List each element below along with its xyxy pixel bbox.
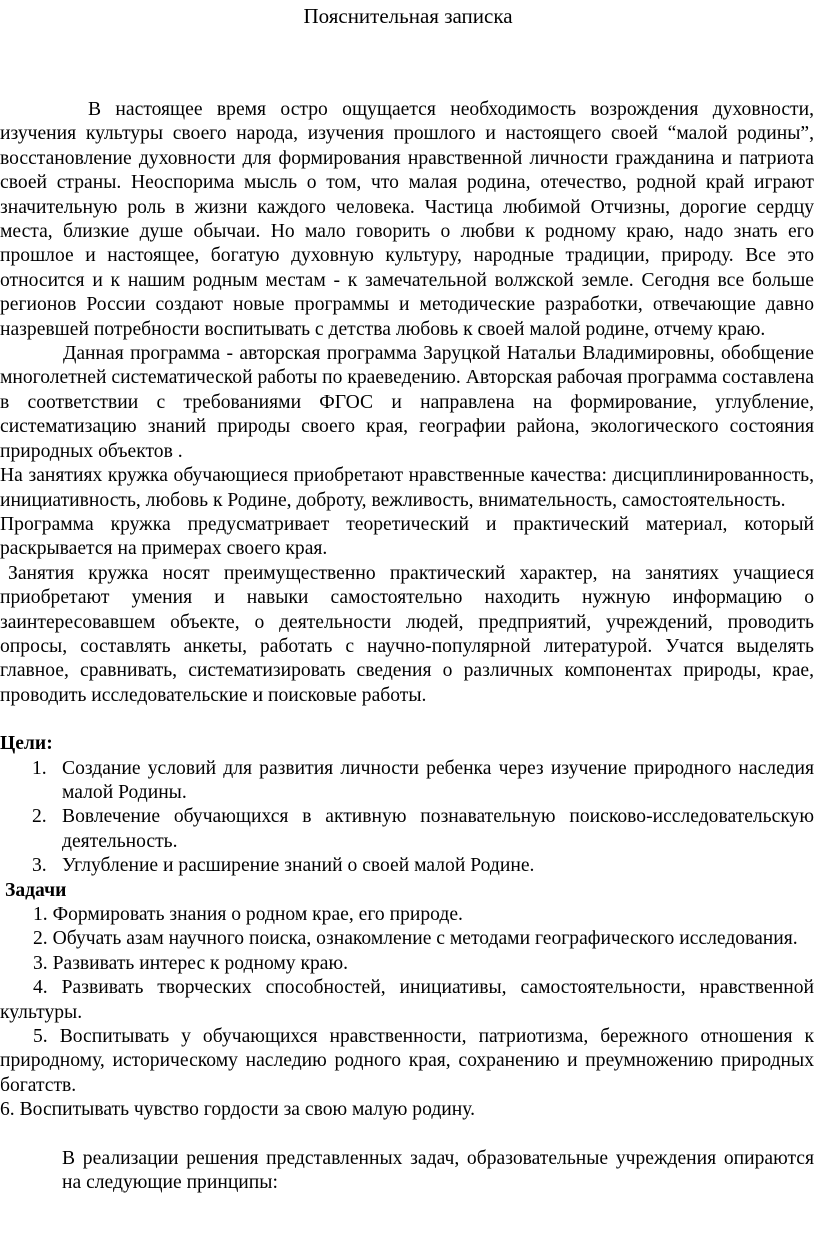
- paragraph-material: Программа кружка предусматривает теоретический и практический материал, который раскрывается на примерах своего края.: [0, 513, 814, 560]
- goal-number: 2.: [32, 806, 47, 828]
- task-item: 1. Формировать знания о родном крае, его природе.: [33, 904, 463, 925]
- goals-heading: Цели:: [0, 733, 53, 755]
- spacer: [0, 708, 814, 732]
- goals-list: [0, 757, 814, 879]
- paragraph-qualities: На занятиях кружка обучающиеся приобретают нравственные качества: дисциплинированность, инициативность, любовь к Родине, доброту, вежливость, внимательность, самостоятельность.: [0, 465, 814, 511]
- spacer: [0, 1123, 814, 1147]
- paragraph-program: Данная программа - авторская программа Заруцкой Натальи Владимировны, обобщение многолетней систематической работы по краеведению. Авторская рабочая программа составлена в соответствии с требованиями ФГОС и направлена на формирование, углубление, систематизацию знаний природы своего края, географии района, экологического состояния природных объектов .: [0, 343, 814, 462]
- tasks-heading: Задачи: [5, 879, 67, 901]
- goal-text: Вовлечение обучающихся в активную познавательную поисково-исследовательскую деятельность.: [62, 806, 814, 852]
- page-title: Пояснительная записка: [303, 4, 513, 28]
- goal-item: [0, 757, 814, 806]
- goal-text: Углубление и расширение знаний о своей малой Родине.: [62, 855, 535, 877]
- document-body: [0, 98, 814, 1195]
- paragraph-practice: Занятия кружка носят преимущественно практический характер, на занятиях учащиеся приобретают умения и навыки самостоятельно находить нужную информацию о заинтересовавшем объекте, о деятельности людей, предприятий, учреждений, проводить опросы, составлять анкеты, работать с научно-популярной литературой. Учатся выделять главное, сравнивать, систематизировать сведения о различных компонентах природы, крае, проводить исследовательские и поисковые работы.: [0, 562, 814, 706]
- task-item: 2. Обучать азам научного поиска, ознакомление с методами географического исследования.: [33, 928, 798, 950]
- goal-number: 1.: [32, 757, 47, 779]
- paragraph-intro: В настоящее время остро ощущается необходимость возрождения духовности, изучения культуры своего народа, изучения прошлого и настоящего своей “малой родины”, восстановление духовности для формирования нравственной личности гражданина и патриота своей страны. Неоспорима мысль о том, что малая родина, отечество, родной край играют значительную роль в жизни каждого человека. Частица любимой Отчизны, дорогие сердцу места, близкие душе обычаи. Но мало говорить о любви к родному краю, надо знать его прошлое и настоящее, богатую духовную культуру, народные традиции, природу. Все это относится и к нашим родным местам - к замечательной волжской земле. Сегодня все больше регионов России создают новые программы и методические разработки, отвечающие давно назревшей потребности воспитывать с детства любовь к своей малой родине, отчему краю.: [0, 99, 814, 340]
- paragraph-principles: В реализации решения представленных задач, образовательные учреждения опираются на следующие принципы:: [62, 1147, 814, 1194]
- goal-item: [0, 854, 814, 878]
- task-item: 5. Воспитывать у обучающихся нравственности, патриотизма, бережного отношения к природному, историческому наследию родного края, сохранению и преумножению природных богатств.: [0, 1026, 814, 1096]
- task-item: 3. Развивать интерес к родному краю.: [33, 952, 349, 974]
- goal-number: 3.: [32, 855, 47, 877]
- goal-text: Создание условий для развития личности ребенка через изучение природного наследия малой Родины.: [62, 757, 814, 803]
- task-item: 6. Воспитывать чувство гордости за свою малую родину.: [0, 1099, 475, 1121]
- goal-item: [0, 805, 814, 854]
- task-item: 4. Развивать творческих способностей, инициативы, самостоятельности, нравственной культуры.: [0, 977, 814, 1023]
